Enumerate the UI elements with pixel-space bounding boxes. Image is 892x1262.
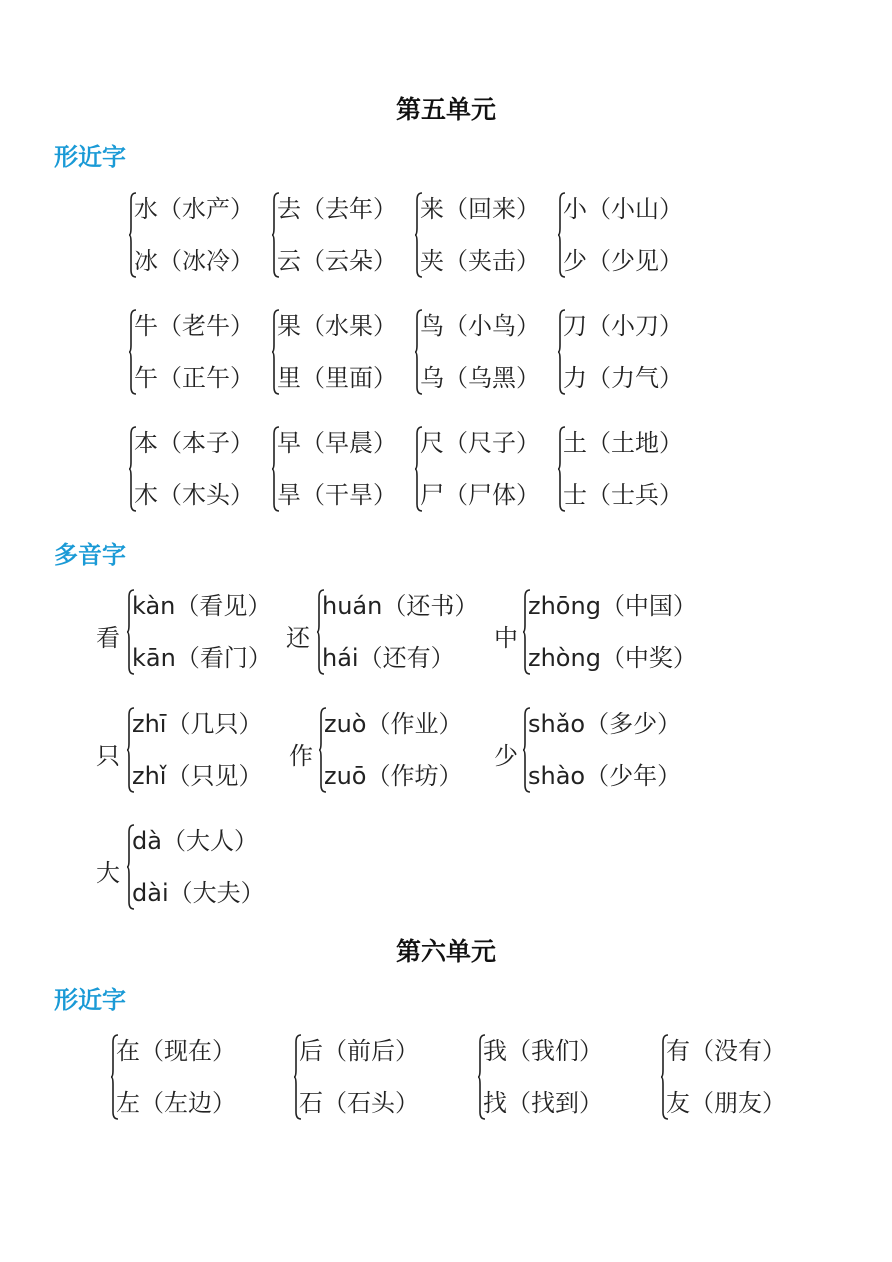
xingjin-top: 本（本子） [134,429,254,457]
duoyin-reading-bottom: zuō（作坊） [324,762,463,790]
xingjin-bottom: 石（石头） [299,1089,419,1117]
xingjin-top: 后（前后） [299,1037,419,1065]
unit6-title: 第六单元 [395,937,496,966]
xingjin-top: 来（回来） [420,195,540,223]
xingjin-top: 尺（尺子） [420,429,540,457]
xingjin-top: 果（水果） [277,312,397,340]
duoyin-char: 少 [494,742,518,770]
xingjin-bottom: 士（士兵） [563,481,683,509]
duoyin-reading-top: kàn（看见） [132,592,272,620]
xingjin-top: 刀（小刀） [563,312,683,340]
duoyin-char: 大 [96,859,120,887]
xingjin-top: 早（早晨） [277,429,397,457]
duoyin-char: 中 [494,624,518,652]
unit5-xingjin-heading: 形近字 [54,143,126,171]
xingjin-bottom: 夹（夹击） [420,247,540,275]
duoyin-reading-top: zhī（几只） [132,710,263,738]
xingjin-bottom: 找（找到） [483,1089,603,1117]
xingjin-top: 土（土地） [563,429,683,457]
unit6-xingjin-heading: 形近字 [54,986,126,1014]
xingjin-top: 在（现在） [116,1037,236,1065]
duoyin-reading-bottom: zhǐ（只见） [132,762,263,790]
xingjin-bottom: 力（力气） [563,364,683,392]
duoyin-char: 还 [286,624,310,652]
duoyin-reading-top: shǎo（多少） [528,710,682,738]
duoyin-reading-top: zhōng（中国） [528,592,697,620]
duoyin-char: 看 [96,624,120,652]
xingjin-bottom: 冰（冰冷） [134,247,254,275]
xingjin-bottom: 里（里面） [277,364,397,392]
duoyin-reading-bottom: shào（少年） [528,762,682,790]
duoyin-char: 只 [96,742,120,770]
xingjin-top: 去（去年） [277,195,397,223]
duoyin-reading-bottom: hái（还有） [322,644,455,672]
duoyin-char: 作 [289,742,313,770]
duoyin-reading-bottom: kān（看门） [132,644,272,672]
xingjin-bottom: 少（少见） [563,247,683,275]
xingjin-bottom: 左（左边） [116,1089,236,1117]
xingjin-top: 小（小山） [563,195,683,223]
xingjin-bottom: 云（云朵） [277,247,397,275]
duoyin-reading-bottom: dài（大夫） [132,879,265,907]
xingjin-top: 我（我们） [483,1037,603,1065]
xingjin-top: 有（没有） [666,1037,786,1065]
duoyin-reading-top: huán（还书） [322,592,479,620]
xingjin-bottom: 友（朋友） [666,1089,786,1117]
xingjin-top: 牛（老牛） [134,312,254,340]
xingjin-top: 水（水产） [134,195,254,223]
xingjin-bottom: 尸（尸体） [420,481,540,509]
unit5-title: 第五单元 [395,95,496,124]
duoyin-reading-top: dà（大人） [132,827,258,855]
xingjin-bottom: 旱（干旱） [277,481,397,509]
xingjin-bottom: 乌（乌黑） [420,364,540,392]
xingjin-bottom: 木（木头） [134,481,254,509]
xingjin-bottom: 午（正午） [134,364,254,392]
unit5-duoyin-heading: 多音字 [54,541,126,569]
duoyin-reading-top: zuò（作业） [324,710,463,738]
duoyin-reading-bottom: zhòng（中奖） [528,644,697,672]
xingjin-top: 鸟（小鸟） [420,312,540,340]
